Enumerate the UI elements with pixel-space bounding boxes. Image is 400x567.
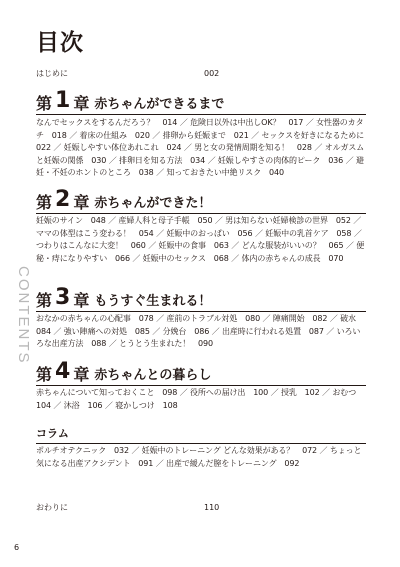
chapter-suffix: 章	[73, 365, 90, 384]
chapter-prefix: 第	[36, 365, 53, 384]
chapter-number: 2	[55, 187, 71, 212]
toc-entry-outro[interactable]	[36, 503, 220, 513]
chapter-number: 4	[55, 359, 71, 384]
chapter-3-heading[interactable]	[36, 285, 366, 309]
toc-entry-label: はじめに	[36, 69, 68, 78]
chapter-divider	[36, 114, 366, 115]
chapter-divider	[36, 213, 366, 214]
chapter-number: 1	[55, 88, 71, 113]
chapter-2-heading[interactable]	[36, 187, 366, 211]
column-heading: コラム	[36, 427, 69, 440]
column-divider	[36, 443, 366, 444]
chapter-divider	[36, 385, 366, 386]
chapter-1-heading[interactable]	[36, 88, 366, 112]
chapter-prefix: 第	[36, 291, 53, 310]
chapter-title: 赤ちゃんができるまで	[94, 97, 225, 112]
chapter-4-heading[interactable]	[36, 359, 366, 383]
chapter-prefix: 第	[36, 94, 53, 113]
column-entries: ポルチオテクニック 032 ／ 妊娠中のトレーニング どんな効果がある？ 072 ／ ちょっと気になる出産アクシデント 091 ／ 出産で緩んだ膣をトレーニング 092	[36, 446, 362, 468]
chapter-number: 3	[55, 285, 71, 310]
page-number: 6	[14, 543, 20, 552]
toc-entry-page: 002	[204, 69, 220, 78]
toc-entry-intro[interactable]	[36, 69, 220, 79]
chapter-4-entries: 赤ちゃんについて知っておくこと 098 ／ 役所への届け出 100 ／ 授乳 102 ／ おむつ 104 ／ 沐浴 106 ／ 寝かしつけ 108	[36, 388, 365, 410]
page-title: 目次	[36, 30, 84, 56]
chapter-suffix: 章	[73, 94, 90, 113]
chapter-suffix: 章	[73, 291, 90, 310]
contents-side-label: CONTENTS	[15, 266, 32, 365]
chapter-divider	[36, 311, 366, 312]
chapter-1-entries: なんでセックスをするんだろう？ 014 ／ 危険日以外は中出しOK？ 017 ／ 女性器のカタチ 018 ／ 着床の仕組み 020 ／ 排卵から妊娠まで 021 ／ セックスを好きになるために 022 ／ 妊娠しやすい体位あれこれ 024 ／ 男と女の発情周期を知る！ 028 ／ オルガスムと妊娠の関係 030 ／ 排卵日を知る方法 034 ／ 妊娠しやすさの肉体的ピーク 036 ／ 避妊・不妊のホントのところ 038 ／ 知っておきたい中絶リスク 040	[36, 118, 372, 178]
toc-entry-label: おわりに	[36, 503, 68, 512]
chapter-2-entries: 妊娠のサイン 048 ／ 産婦人科と母子手帳 050 ／ 男は知らない妊婦検診の世界 052 ／ ママの体型はこう変わる！ 054 ／ 妊娠中のおっぱい 056 ／ 妊娠中の乳首ケア 058 ／ つわりはこんなに大変！ 060 ／ 妊娠中の食事 063 ／ どんな服装がいいの？ 065 ／ 便秘・痔になりやすい 066 ／ 妊娠中のセックス 068 ／ 体内の赤ちゃんの成長 070	[36, 216, 365, 263]
chapter-title: 赤ちゃんとの暮らし	[94, 368, 212, 383]
chapter-prefix: 第	[36, 193, 53, 212]
chapter-title: 赤ちゃんができた！	[94, 196, 212, 211]
chapter-suffix: 章	[73, 193, 90, 212]
toc-entry-page: 110	[204, 503, 220, 512]
chapter-3-entries: おなかの赤ちゃんの心配事 078 ／ 産前のトラブル対処 080 ／ 陣痛開始 082 ／ 破水 084 ／ 強い陣痛への対処 085 ／ 分娩台 086 ／ 出産時に行われる処置 087 ／ いろいろな出産方法 088 ／ とうとう生まれた！ 090	[36, 314, 364, 349]
chapter-title: もうすぐ生まれる！	[94, 294, 212, 309]
